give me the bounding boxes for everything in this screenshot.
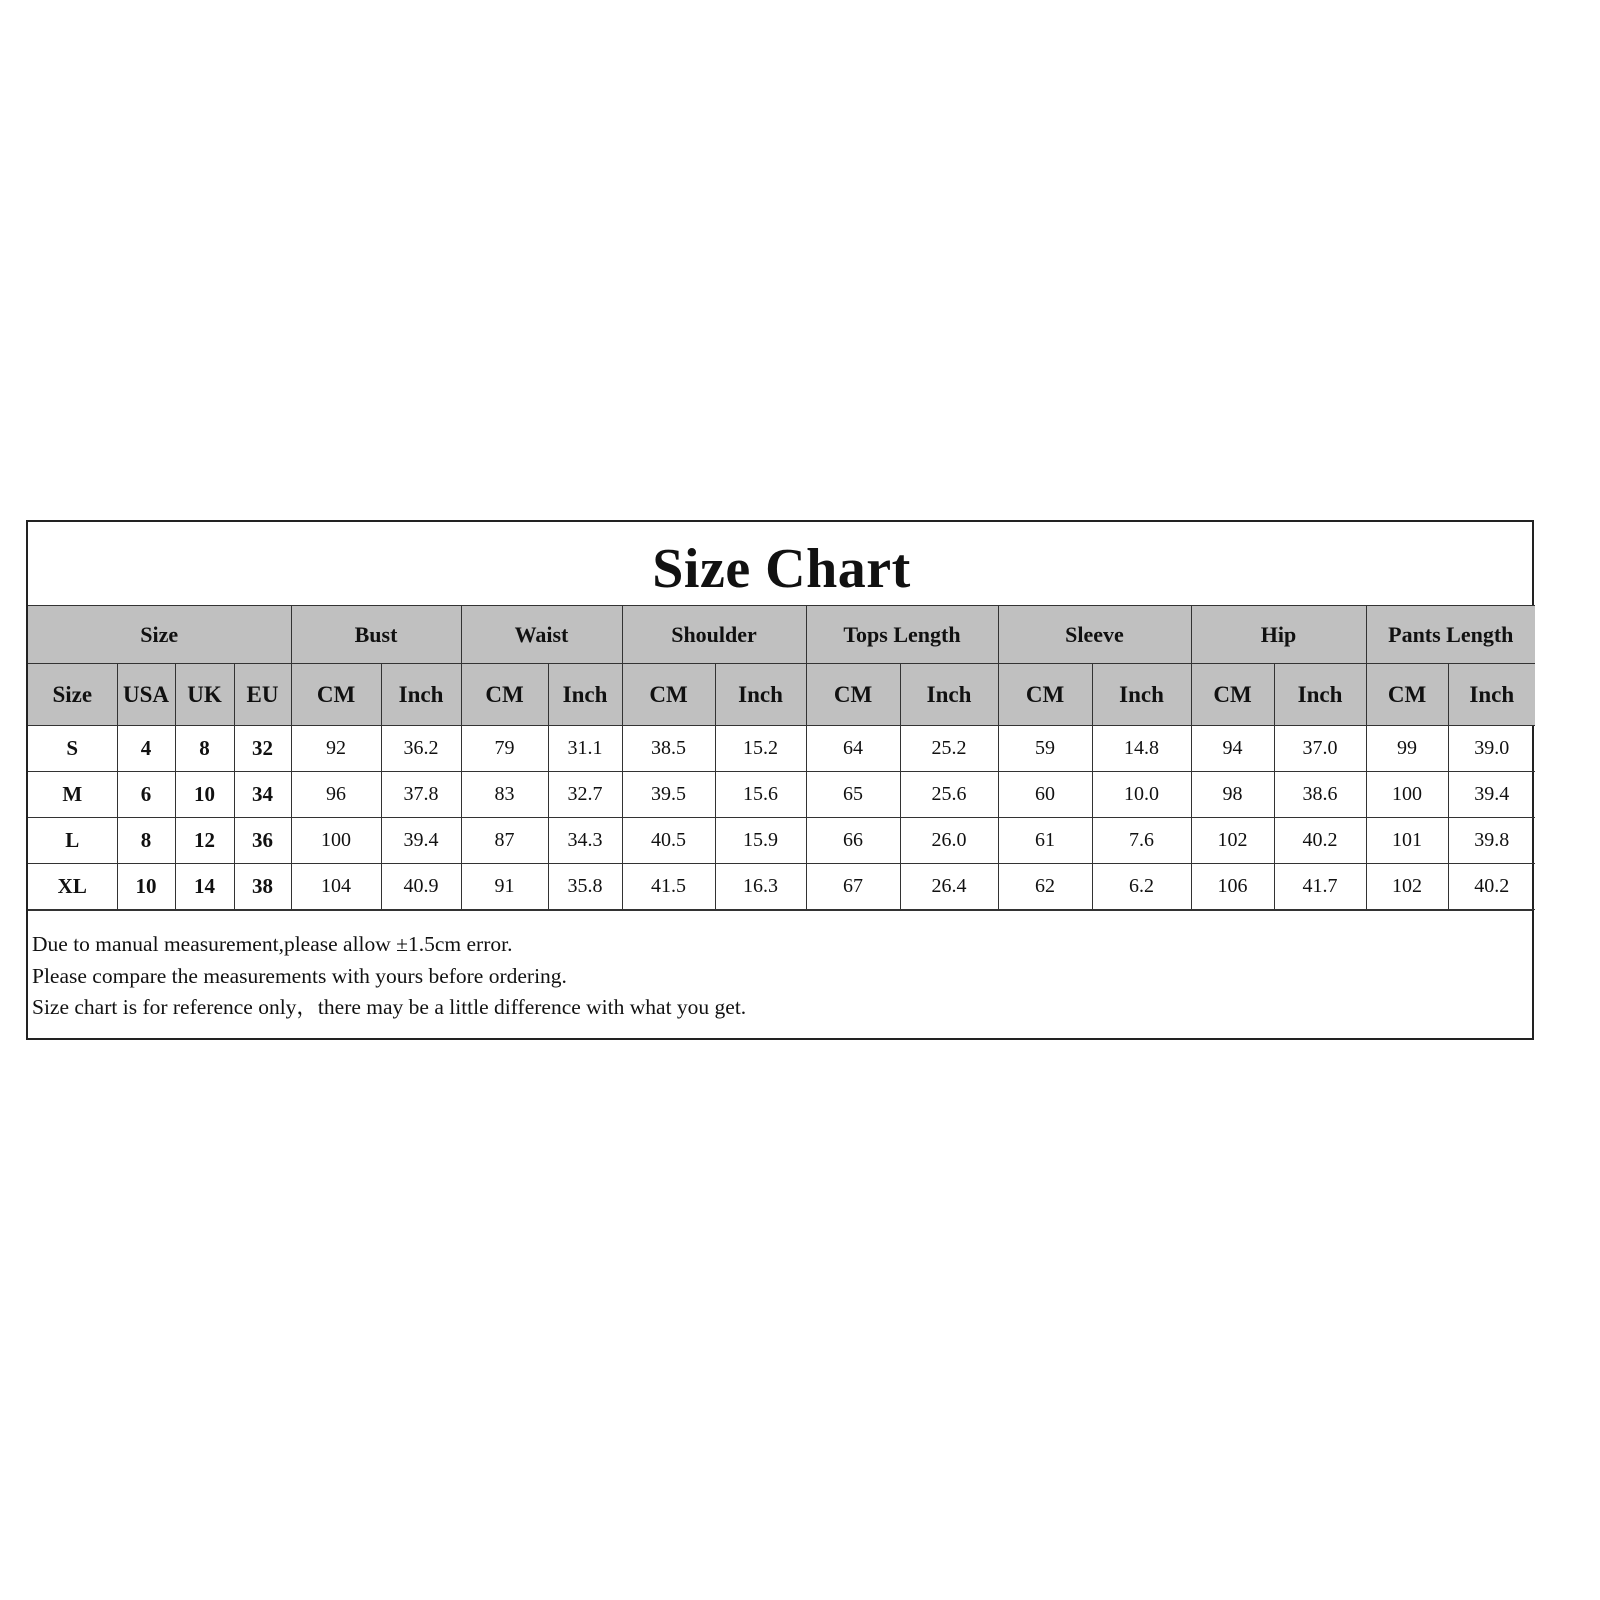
group-header-sleeve: Sleeve <box>998 606 1191 664</box>
table-cell: 94 <box>1191 726 1274 772</box>
table-cell: 40.2 <box>1274 818 1366 864</box>
table-cell: 92 <box>291 726 381 772</box>
sub-header-row <box>28 664 1535 726</box>
sub-header: CM <box>1191 664 1274 726</box>
table-cell: 34.3 <box>548 818 622 864</box>
table-cell: 66 <box>806 818 900 864</box>
table-cell: 15.9 <box>715 818 806 864</box>
sub-header: Inch <box>548 664 622 726</box>
table-cell: 106 <box>1191 864 1274 910</box>
table-cell: 91 <box>461 864 548 910</box>
group-header-shoulder: Shoulder <box>622 606 806 664</box>
table-cell: 12 <box>175 818 234 864</box>
table-cell: 34 <box>234 772 291 818</box>
table-cell: 38.6 <box>1274 772 1366 818</box>
table-cell: 15.6 <box>715 772 806 818</box>
note-line: Size chart is for reference only，there may be a little difference with what you get. <box>32 995 747 1019</box>
sub-header: Inch <box>715 664 806 726</box>
sub-header: EU <box>234 664 291 726</box>
table-cell: 39.5 <box>622 772 715 818</box>
table-cell: 4 <box>117 726 175 772</box>
table-cell: 25.2 <box>900 726 998 772</box>
table-cell: 39.0 <box>1448 726 1535 772</box>
table-cell: 102 <box>1366 864 1448 910</box>
group-header-tops-length: Tops Length <box>806 606 998 664</box>
table-row-xl <box>28 864 1535 910</box>
table-cell: 31.1 <box>548 726 622 772</box>
table-cell: 39.4 <box>381 818 461 864</box>
table-cell: 39.8 <box>1448 818 1535 864</box>
table-cell: 41.7 <box>1274 864 1366 910</box>
table-cell: 99 <box>1366 726 1448 772</box>
table-cell: 62 <box>998 864 1092 910</box>
table-cell: 14 <box>175 864 234 910</box>
sub-header: CM <box>461 664 548 726</box>
chart-title-cell <box>28 522 1535 606</box>
table-row-s <box>28 726 1535 772</box>
table-cell: 16.3 <box>715 864 806 910</box>
table-cell: S <box>28 726 117 772</box>
table-cell: 67 <box>806 864 900 910</box>
sub-header: CM <box>998 664 1092 726</box>
table-row-l <box>28 818 1535 864</box>
table-cell: 40.2 <box>1448 864 1535 910</box>
sub-header: CM <box>806 664 900 726</box>
table-cell: 96 <box>291 772 381 818</box>
group-header-hip: Hip <box>1191 606 1366 664</box>
table-cell: 41.5 <box>622 864 715 910</box>
note-line: Due to manual measurement,please allow ±1.5cm error. <box>32 932 513 956</box>
group-header-pants-length: Pants Length <box>1366 606 1535 664</box>
sub-header: CM <box>622 664 715 726</box>
table-cell: 39.4 <box>1448 772 1535 818</box>
sub-header: Inch <box>1448 664 1535 726</box>
table-cell: 6.2 <box>1092 864 1191 910</box>
sub-header: UK <box>175 664 234 726</box>
table-cell: XL <box>28 864 117 910</box>
chart-title: Size Chart <box>652 537 911 600</box>
table-cell: 40.9 <box>381 864 461 910</box>
table-cell: 15.2 <box>715 726 806 772</box>
table-cell: 32 <box>234 726 291 772</box>
table-cell: M <box>28 772 117 818</box>
size-chart-table <box>28 522 1535 910</box>
table-cell: 7.6 <box>1092 818 1191 864</box>
table-cell: 60 <box>998 772 1092 818</box>
table-cell: 26.0 <box>900 818 998 864</box>
table-cell: 26.4 <box>900 864 998 910</box>
table-cell: 61 <box>998 818 1092 864</box>
table-row-m <box>28 772 1535 818</box>
table-cell: 101 <box>1366 818 1448 864</box>
note-line: Please compare the measurements with yours before ordering. <box>32 963 567 988</box>
group-header-bust: Bust <box>291 606 461 664</box>
sub-header: CM <box>291 664 381 726</box>
table-cell: 38 <box>234 864 291 910</box>
table-cell: 40.5 <box>622 818 715 864</box>
group-header-row <box>28 606 1535 664</box>
table-cell: 10 <box>117 864 175 910</box>
table-cell: 37.8 <box>381 772 461 818</box>
group-header-size: Size <box>28 606 291 664</box>
table-cell: 104 <box>291 864 381 910</box>
table-cell: 8 <box>117 818 175 864</box>
table-cell: L <box>28 818 117 864</box>
table-cell: 79 <box>461 726 548 772</box>
sub-header: Size <box>28 664 117 726</box>
measurement-notes <box>28 910 1532 1038</box>
table-cell: 100 <box>291 818 381 864</box>
table-cell: 83 <box>461 772 548 818</box>
table-cell: 10 <box>175 772 234 818</box>
table-cell: 36 <box>234 818 291 864</box>
table-cell: 37.0 <box>1274 726 1366 772</box>
table-cell: 102 <box>1191 818 1274 864</box>
sub-header: CM <box>1366 664 1448 726</box>
sub-header: Inch <box>900 664 998 726</box>
group-header-waist: Waist <box>461 606 622 664</box>
sub-header: USA <box>117 664 175 726</box>
table-cell: 64 <box>806 726 900 772</box>
table-cell: 100 <box>1366 772 1448 818</box>
table-cell: 6 <box>117 772 175 818</box>
table-cell: 36.2 <box>381 726 461 772</box>
table-cell: 8 <box>175 726 234 772</box>
table-cell: 35.8 <box>548 864 622 910</box>
sub-header: Inch <box>1274 664 1366 726</box>
table-cell: 10.0 <box>1092 772 1191 818</box>
table-cell: 32.7 <box>548 772 622 818</box>
size-chart <box>26 520 1534 1040</box>
table-cell: 98 <box>1191 772 1274 818</box>
sub-header: Inch <box>1092 664 1191 726</box>
table-cell: 87 <box>461 818 548 864</box>
table-cell: 59 <box>998 726 1092 772</box>
table-cell: 65 <box>806 772 900 818</box>
table-cell: 38.5 <box>622 726 715 772</box>
table-cell: 25.6 <box>900 772 998 818</box>
table-cell: 14.8 <box>1092 726 1191 772</box>
sub-header: Inch <box>381 664 461 726</box>
